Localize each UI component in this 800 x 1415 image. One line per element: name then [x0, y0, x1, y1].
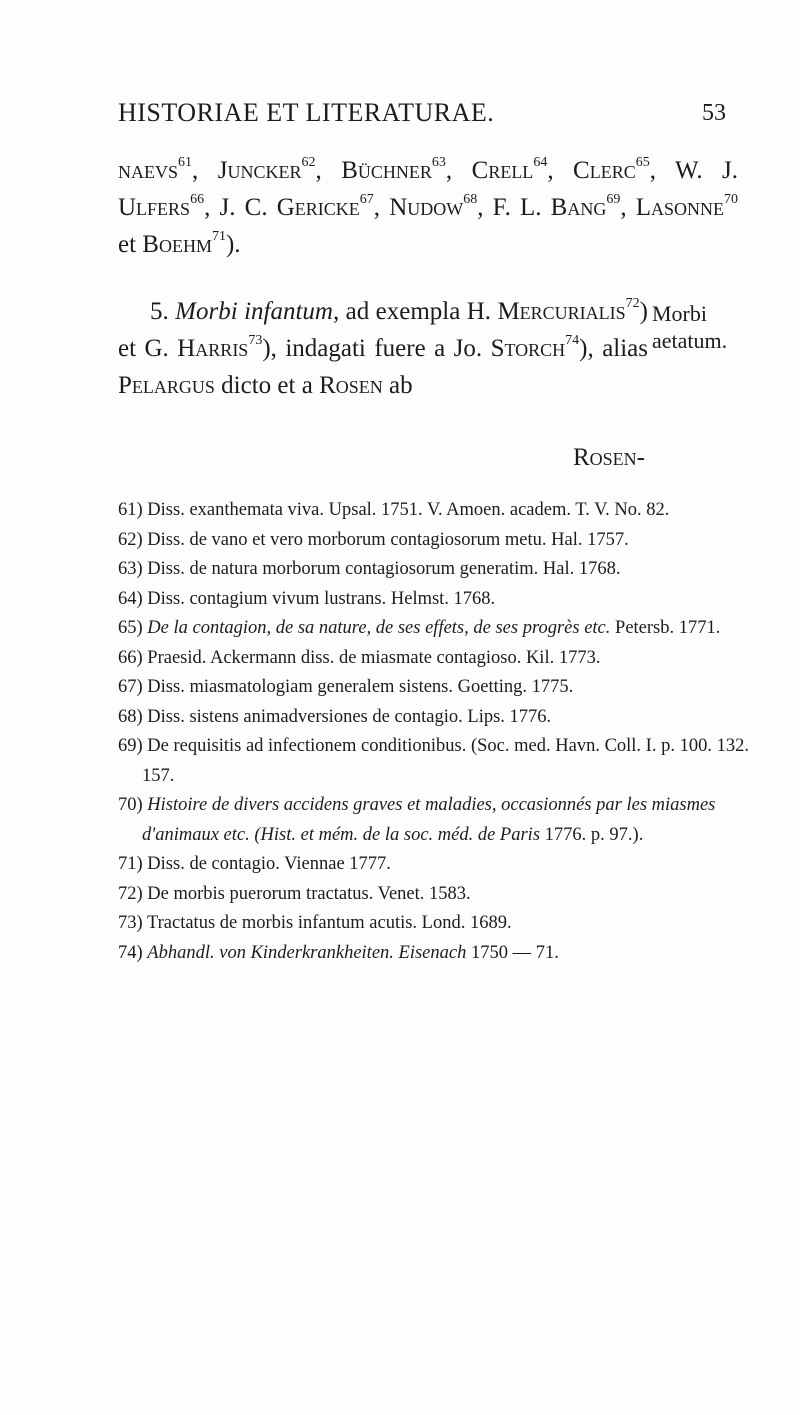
- footnote-ref: 74: [565, 333, 580, 348]
- footnote: 61) Diss. exanthemata viva. Upsal. 1751. V. Amoen. academ. T. V. No. 82.: [118, 500, 670, 520]
- footnote-ref: 62: [301, 155, 316, 170]
- author-name: Juncker: [217, 157, 302, 184]
- footnotes: [118, 496, 758, 968]
- author-name: Lasonne: [635, 194, 725, 221]
- author-name: F. L. Bang: [492, 194, 607, 221]
- footnote-ref: 68: [463, 192, 478, 207]
- footnote: 68) Diss. sistens animadversiones de contagio. Lips. 1776.: [118, 706, 552, 727]
- footnote: 62) Diss. de vano et vero morborum contagiosorum metu. Hal. 1757.: [118, 529, 629, 550]
- author-name: J. C. Gericke: [219, 194, 360, 221]
- footnote-ref: 72: [625, 296, 640, 311]
- footnote-ref: 67: [359, 192, 374, 207]
- section-number: 5.: [150, 298, 169, 325]
- footnote: 65) De la contagion, de sa nature, de ses effets, de ses progrès etc. Petersb. 1771.: [118, 618, 721, 638]
- footnote: 71) Diss. de contagio. Viennae 1777.: [118, 854, 391, 874]
- author-name: Harris: [177, 335, 249, 362]
- margin-note-line: Morbi: [652, 301, 707, 326]
- footnote: 73) Tractatus de morbis infantum acutis. Lond. 1689.: [118, 913, 512, 933]
- footnote-ref: 66: [190, 192, 205, 207]
- page-number: 53: [702, 100, 726, 126]
- author-name: Rosen: [319, 372, 383, 399]
- author-name: Boehm: [142, 231, 212, 258]
- footnote: 66) Praesid. Ackermann diss. de miasmate contagioso. Kil. 1773.: [118, 647, 601, 668]
- author-name: Büchner: [341, 157, 432, 184]
- footnote-ref: 65: [635, 155, 650, 170]
- author-name: Storch: [490, 335, 566, 362]
- author-name: Pelargus: [118, 372, 215, 399]
- footnote-ref: 69: [606, 192, 621, 207]
- footnote: 67) Diss. miasmatologiam generalem sistens. Goetting. 1775.: [118, 677, 574, 697]
- author-name: Crell: [471, 157, 534, 184]
- footnote-ref: 71: [211, 229, 226, 244]
- margin-note: [652, 300, 794, 354]
- footnote: 72) De morbis puerorum tractatus. Venet. 1583.: [118, 883, 471, 904]
- footnote-ref: 70: [724, 192, 739, 207]
- footnote: 69) De requisitis ad infectionem conditionibus. (Soc. med. Havn. Coll. I. p. 100. 132. 157.: [118, 736, 749, 786]
- catchword: Rosen-: [572, 444, 645, 471]
- intro-paragraph: naevs$^{61}$, Juncker$^{62}$, Büchner$^{63}$, Crell$^{64}$, Clerc$^{65}$, W. J. Ulfers$^{66}$, J. C. Gericke$^{67}$, Nudow$^{68}$, F. L. Bang$^{69}$, Lasonne$^{70}$ et Boehm$^{71}$).: [118, 155, 739, 258]
- author-name: naevs: [118, 157, 179, 184]
- margin-note-line: aetatum.: [652, 328, 728, 353]
- footnote: 63) Diss. de natura morborum contagiosorum generatim. Hal. 1768.: [118, 559, 621, 579]
- footnote-ref: 64: [533, 155, 548, 170]
- footnote: 70) Histoire de divers accidens graves et maladies, occasionnés par les miasmes d'animaux etc. (Hist. et mém. de la soc. méd. de Paris 1776. p. 97.).: [118, 795, 716, 845]
- footnote-ref: 63: [431, 155, 446, 170]
- author-name: Clerc: [573, 157, 636, 184]
- main-text: [118, 152, 738, 404]
- footnote: 74) Abhandl. von Kinderkrankheiten. Eisenach 1750 — 71.: [118, 942, 559, 963]
- footnote: 64) Diss. contagium vivum lustrans. Helmst. 1768.: [118, 588, 496, 609]
- section-paragraph: 5. Morbi infantum, ad exempla H. Mercurialis$^{72}$) et G. Harris$^{73}$), indagati fuere a Jo. Storch$^{74}$), alias Pelargus dicto et a Rosen ab: [118, 296, 649, 399]
- section-title: Morbi infantum: [175, 298, 333, 325]
- author-name: W. J. Ulfers: [118, 157, 739, 221]
- conjunction: et: [118, 231, 137, 258]
- author-name: Nudow: [389, 194, 464, 221]
- running-head: HISTORIAE ET LITERATURAE.: [118, 98, 495, 127]
- author-name: Mercurialis: [497, 298, 626, 325]
- page-header: [118, 98, 726, 138]
- footnote-ref: 73: [248, 333, 263, 348]
- footnote-ref: 61: [178, 155, 193, 170]
